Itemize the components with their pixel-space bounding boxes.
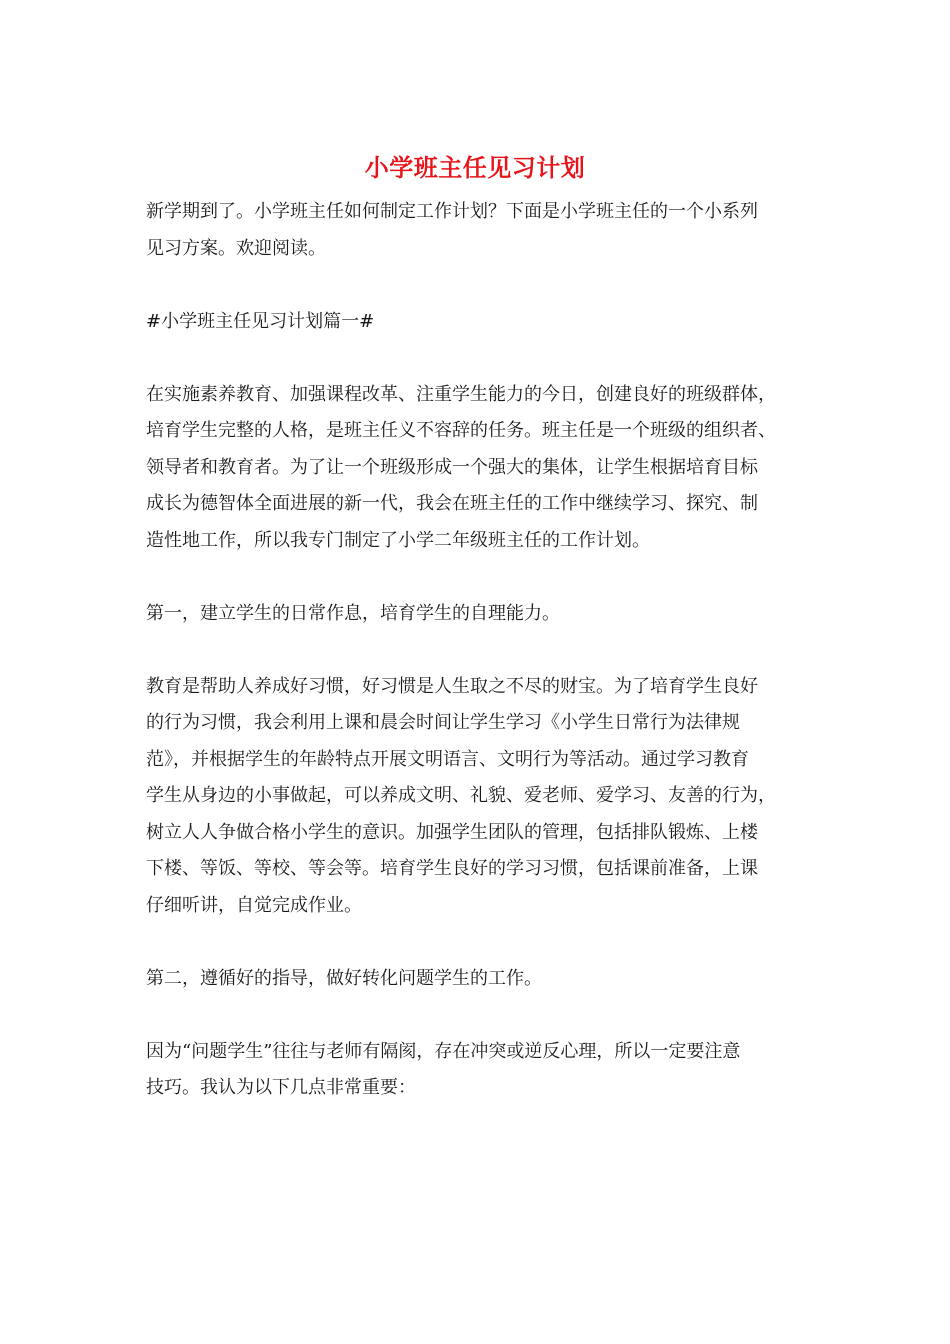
text-line: 领导者和教育者。为了让一个班级形成一个强大的集体，让学生根据培育目标 — [146, 456, 758, 478]
paragraph-intro — [146, 194, 810, 267]
point-heading — [146, 961, 810, 998]
text-line: #小学班主任见习计划篇一# — [146, 310, 375, 332]
paragraph-body — [146, 377, 810, 560]
text-line: 新学期到了。小学班主任如何制定工作计划？下面是小学班主任的一个小系列 — [146, 201, 758, 222]
text-line: 下楼、等饭、等校、等会等。培育学生良好的学习习惯，包括课前准备，上课 — [146, 858, 758, 879]
text-line: 教育是帮助人养成好习惯，好习惯是人生取之不尽的财宝。为了培育学生良好 — [146, 675, 758, 697]
document-title: 小学班主任见习计划 — [364, 153, 586, 182]
document-body — [146, 194, 810, 1107]
text-line: 见习方案。欢迎阅读。 — [146, 237, 326, 259]
text-line: 造性地工作，所以我专门制定了小学二年级班主任的工作计划。 — [146, 529, 650, 551]
text-line: 学生从身边的小事做起，可以养成文明、礼貌、爱老师、爱学习、友善的行为， — [146, 785, 776, 806]
text-line: 成长为德智体全面进展的新一代，我会在班主任的工作中继续学习、探究、制 — [146, 493, 758, 514]
text-line: 范》，并根据学生的年龄特点开展文明语言、文明行为等活动。通过学习教育 — [146, 748, 749, 770]
paragraph-body — [146, 1034, 810, 1107]
point-heading — [146, 596, 810, 633]
text-line: 第一，建立学生的日常作息，培育学生的自理能力。 — [146, 602, 560, 624]
text-line: 的行为习惯，我会利用上课和晨会时间让学生学习《小学生日常行为法律规 — [146, 712, 740, 733]
text-line: 在实施素养教育、加强课程改革、注重学生能力的今日，创建良好的班级群体， — [146, 383, 776, 405]
text-line: 树立人人争做合格小学生的意识。加强学生团队的管理，包括排队锻炼、上楼 — [146, 821, 758, 843]
paragraph-body — [146, 669, 810, 925]
text-line: 技巧。我认为以下几点非常重要： — [146, 1077, 416, 1098]
text-line: 培育学生完整的人格，是班主任义不容辞的任务。班主任是一个班级的组织者、 — [146, 420, 776, 441]
text-line: 仔细听讲，自觉完成作业。 — [146, 894, 362, 916]
text-line: 因为“问题学生”往往与老师有隔阂，存在冲突或逆反心理，所以一定要注意 — [146, 1040, 741, 1062]
section-heading — [146, 304, 810, 341]
text-line: 第二，遵循好的指导，做好转化问题学生的工作。 — [146, 967, 542, 989]
